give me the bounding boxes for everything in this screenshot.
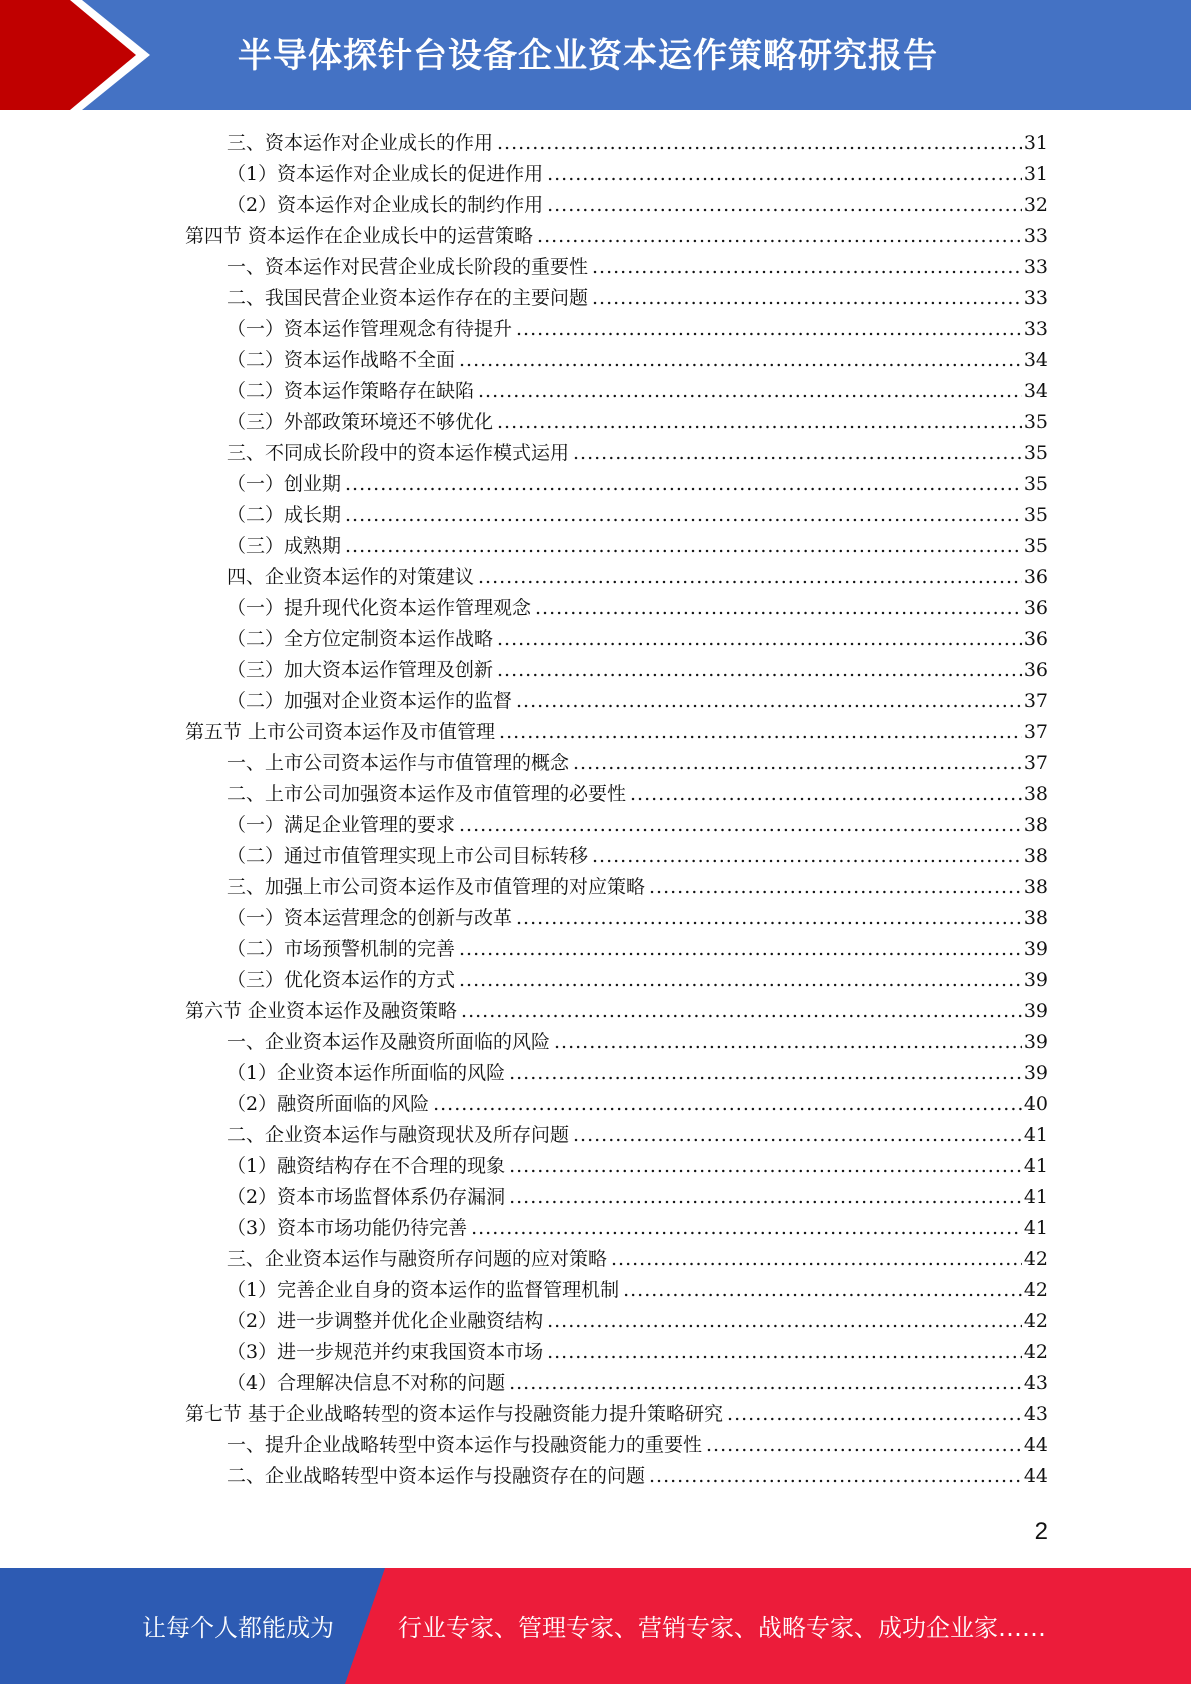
toc-entry[interactable] (227, 1306, 1048, 1337)
toc-entry-page: 36 (1023, 659, 1048, 681)
toc-entry[interactable] (185, 1399, 1048, 1430)
toc-dot-leader (499, 717, 1022, 748)
footer-banner (0, 1568, 1191, 1684)
toc-entry-title: 二、企业资本运作与融资现状及所存问题 (227, 1124, 570, 1146)
page-number: 2 (1034, 1518, 1048, 1545)
toc-entry-page: 36 (1023, 566, 1048, 588)
toc-entry[interactable] (227, 1368, 1048, 1399)
toc-entry-title: （二）全方位定制资本运作战略 (227, 628, 494, 650)
toc-entry-title: 二、企业战略转型中资本运作与投融资存在的问题 (227, 1465, 646, 1487)
toc-entry-page: 38 (1023, 814, 1048, 836)
toc-entry-page: 35 (1023, 411, 1048, 433)
toc-dot-leader (649, 1461, 1022, 1492)
toc-entry-page: 39 (1023, 1062, 1048, 1084)
toc-entry-page: 37 (1023, 721, 1048, 743)
toc-dot-leader (509, 1151, 1022, 1182)
toc-dot-leader (345, 469, 1022, 500)
toc-entry[interactable] (227, 252, 1048, 283)
toc-entry[interactable] (227, 965, 1048, 996)
toc-dot-leader (478, 376, 1022, 407)
toc-dot-leader (509, 1182, 1022, 1213)
toc-dot-leader (537, 221, 1022, 252)
toc-entry-page: 42 (1023, 1279, 1048, 1301)
toc-entry-page: 35 (1023, 535, 1048, 557)
toc-entry[interactable] (227, 128, 1048, 159)
toc-entry-page: 38 (1023, 783, 1048, 805)
toc-entry[interactable] (227, 1275, 1048, 1306)
toc-entry-title: （二）资本运作战略不全面 (227, 349, 456, 371)
toc-entry-page: 31 (1023, 163, 1048, 185)
toc-entry-title: （2）资本市场监督体系仍存漏洞 (227, 1186, 506, 1208)
toc-entry-title: （3）进一步规范并约束我国资本市场 (227, 1341, 544, 1363)
toc-entry-title: （2）融资所面临的风险 (227, 1093, 430, 1115)
toc-entry-title: （1）资本运作对企业成长的促进作用 (227, 163, 544, 185)
toc-entry[interactable] (227, 686, 1048, 717)
toc-entry-page: 39 (1023, 938, 1048, 960)
toc-entry-title: 一、企业资本运作及融资所面临的风险 (227, 1031, 551, 1053)
toc-entry-title: 第四节 资本运作在企业成长中的运营策略 (185, 225, 534, 247)
toc-entry-page: 38 (1023, 876, 1048, 898)
toc-dot-leader (459, 965, 1022, 996)
toc-entry-page: 41 (1023, 1155, 1048, 1177)
toc-entry-page: 41 (1023, 1124, 1048, 1146)
toc-entry[interactable] (227, 1461, 1048, 1492)
toc-entry-page: 35 (1023, 473, 1048, 495)
toc-entry[interactable] (227, 841, 1048, 872)
toc-entry-page: 39 (1023, 969, 1048, 991)
toc-entry-page: 39 (1023, 1000, 1048, 1022)
toc-entry[interactable] (227, 810, 1048, 841)
toc-entry-page: 42 (1023, 1248, 1048, 1270)
toc-dot-leader (535, 593, 1022, 624)
toc-entry[interactable] (227, 407, 1048, 438)
toc-entry[interactable] (227, 376, 1048, 407)
toc-entry[interactable] (227, 283, 1048, 314)
toc-dot-leader (573, 438, 1022, 469)
toc-entry-title: 四、企业资本运作的对策建议 (227, 566, 475, 588)
toc-entry-title: （一）资本运营理念的创新与改革 (227, 907, 513, 929)
toc-entry-title: （三）优化资本运作的方式 (227, 969, 456, 991)
toc-entry[interactable] (185, 221, 1048, 252)
toc-entry-title: （三）加大资本运作管理及创新 (227, 659, 494, 681)
toc-entry-title: （一）创业期 (227, 473, 342, 495)
toc-entry[interactable] (227, 1244, 1048, 1275)
toc-dot-leader (433, 1089, 1022, 1120)
toc-entry-page: 44 (1023, 1434, 1048, 1456)
toc-dot-leader (573, 748, 1022, 779)
toc-entry-title: 三、资本运作对企业成长的作用 (227, 132, 494, 154)
toc-entry-page: 38 (1023, 845, 1048, 867)
toc-entry-title: （三）成熟期 (227, 535, 342, 557)
toc-entry-title: （1）融资结构存在不合理的现象 (227, 1155, 506, 1177)
toc-entry-page: 43 (1023, 1372, 1048, 1394)
toc-entry[interactable] (227, 345, 1048, 376)
toc-entry-title: （2）资本运作对企业成长的制约作用 (227, 194, 544, 216)
toc-entry[interactable] (227, 438, 1048, 469)
toc-dot-leader (554, 1027, 1022, 1058)
toc-entry-title: 一、资本运作对民营企业成长阶段的重要性 (227, 256, 589, 278)
toc-entry-page: 36 (1023, 628, 1048, 650)
toc-entry-page: 33 (1023, 225, 1048, 247)
toc-dot-leader (727, 1399, 1022, 1430)
toc-entry-title: 三、不同成长阶段中的资本运作模式运用 (227, 442, 570, 464)
toc-entry[interactable] (227, 1337, 1048, 1368)
toc-entry[interactable] (227, 655, 1048, 686)
toc-entry-title: （二）资本运作策略存在缺陷 (227, 380, 475, 402)
toc-entry-title: （1）企业资本运作所面临的风险 (227, 1062, 506, 1084)
toc-entry[interactable] (227, 159, 1048, 190)
toc-dot-leader (459, 934, 1022, 965)
toc-dot-leader (592, 841, 1022, 872)
toc-dot-leader (516, 903, 1022, 934)
toc-entry[interactable] (227, 593, 1048, 624)
toc-entry[interactable] (227, 1027, 1048, 1058)
toc-dot-leader (611, 1244, 1022, 1275)
toc-entry-title: 第六节 企业资本运作及融资策略 (185, 1000, 458, 1022)
toc-dot-leader (630, 779, 1022, 810)
toc-dot-leader (547, 159, 1022, 190)
header-banner (0, 0, 1191, 110)
toc-dot-leader (649, 872, 1022, 903)
toc-entry[interactable] (227, 531, 1048, 562)
toc-entry[interactable] (227, 872, 1048, 903)
toc-dot-leader (592, 252, 1022, 283)
toc-entry-title: （一）提升现代化资本运作管理观念 (227, 597, 532, 619)
toc-entry[interactable] (227, 1058, 1048, 1089)
toc-dot-leader (509, 1058, 1022, 1089)
footer-slogan-left: 让每个人都能成为 (142, 1614, 334, 1642)
toc-entry-page: 42 (1023, 1310, 1048, 1332)
toc-entry-title: （二）市场预警机制的完善 (227, 938, 456, 960)
toc-entry[interactable] (227, 190, 1048, 221)
toc-dot-leader (497, 407, 1022, 438)
toc-dot-leader (497, 655, 1022, 686)
toc-entry-page: 35 (1023, 442, 1048, 464)
toc-entry-title: 二、上市公司加强资本运作及市值管理的必要性 (227, 783, 627, 805)
toc-dot-leader (459, 345, 1022, 376)
toc-dot-leader (592, 283, 1022, 314)
toc-dot-leader (345, 531, 1022, 562)
toc-entry[interactable] (227, 314, 1048, 345)
toc-dot-leader (478, 562, 1022, 593)
toc-entry-title: （二）通过市值管理实现上市公司目标转移 (227, 845, 589, 867)
toc-entry-title: （一）满足企业管理的要求 (227, 814, 456, 836)
toc-entry[interactable] (227, 1089, 1048, 1120)
toc-dot-leader (573, 1120, 1022, 1151)
toc-entry[interactable] (227, 1213, 1048, 1244)
toc-entry[interactable] (227, 748, 1048, 779)
toc-entry-page: 44 (1023, 1465, 1048, 1487)
toc-entry-title: 一、提升企业战略转型中资本运作与投融资能力的重要性 (227, 1434, 703, 1456)
toc-entry[interactable] (227, 1120, 1048, 1151)
toc-entry-title: （2）进一步调整并优化企业融资结构 (227, 1310, 544, 1332)
toc-entry-page: 37 (1023, 690, 1048, 712)
toc-entry-title: （4）合理解决信息不对称的问题 (227, 1372, 506, 1394)
toc-entry[interactable] (227, 934, 1048, 965)
toc-entry[interactable] (185, 717, 1048, 748)
toc-entry-page: 39 (1023, 1031, 1048, 1053)
chevron-arrow-icon (0, 0, 150, 110)
toc-dot-leader (516, 686, 1022, 717)
toc-dot-leader (345, 500, 1022, 531)
toc-dot-leader (706, 1430, 1022, 1461)
toc-entry-page: 33 (1023, 287, 1048, 309)
toc-entry-page: 35 (1023, 504, 1048, 526)
toc-entry[interactable] (227, 624, 1048, 655)
toc-entry[interactable] (227, 1182, 1048, 1213)
toc-entry-page: 33 (1023, 318, 1048, 340)
toc-dot-leader (459, 810, 1022, 841)
toc-entry[interactable] (227, 779, 1048, 810)
toc-dot-leader (516, 314, 1022, 345)
toc-dot-leader (497, 624, 1022, 655)
toc-entry-title: （二）加强对企业资本运作的监督 (227, 690, 513, 712)
toc-entry-title: （一）资本运作管理观念有待提升 (227, 318, 513, 340)
toc-entry[interactable] (227, 469, 1048, 500)
toc-entry-title: 二、我国民营企业资本运作存在的主要问题 (227, 287, 589, 309)
toc-entry-title: 一、上市公司资本运作与市值管理的概念 (227, 752, 570, 774)
toc-entry-page: 32 (1023, 194, 1048, 216)
toc-entry[interactable] (227, 903, 1048, 934)
toc-entry-page: 36 (1023, 597, 1048, 619)
toc-dot-leader (547, 1306, 1022, 1337)
toc-entry-title: 三、加强上市公司资本运作及市值管理的对应策略 (227, 876, 646, 898)
toc-entry-title: （二）成长期 (227, 504, 342, 526)
toc-entry-page: 42 (1023, 1341, 1048, 1363)
toc-entry[interactable] (227, 500, 1048, 531)
footer-slogan-right: 行业专家、管理专家、营销专家、战略专家、成功企业家…… (398, 1614, 1046, 1642)
toc-entry-title: （1）完善企业自身的资本运作的监督管理机制 (227, 1279, 620, 1301)
report-title: 半导体探针台设备企业资本运作策略研究报告 (238, 36, 938, 76)
toc-dot-leader (461, 996, 1022, 1027)
toc-entry-page: 31 (1023, 132, 1048, 154)
toc-entry-title: 第七节 基于企业战略转型的资本运作与投融资能力提升策略研究 (185, 1403, 724, 1425)
toc-entry-page: 41 (1023, 1217, 1048, 1239)
toc-entry-page: 34 (1023, 380, 1048, 402)
toc-dot-leader (547, 190, 1022, 221)
toc-entry-title: 三、企业资本运作与融资所存问题的应对策略 (227, 1248, 608, 1270)
toc-entry[interactable] (185, 996, 1048, 1027)
toc-dot-leader (547, 1337, 1022, 1368)
toc-dot-leader (623, 1275, 1022, 1306)
toc-entry-page: 40 (1023, 1093, 1048, 1115)
toc-entry-page: 37 (1023, 752, 1048, 774)
toc-entry[interactable] (227, 562, 1048, 593)
toc-entry[interactable] (227, 1430, 1048, 1461)
toc-entry-title: （三）外部政策环境还不够优化 (227, 411, 494, 433)
toc-entry[interactable] (227, 1151, 1048, 1182)
toc-entry-title: 第五节 上市公司资本运作及市值管理 (185, 721, 496, 743)
toc-entry-page: 33 (1023, 256, 1048, 278)
toc-entry-page: 41 (1023, 1186, 1048, 1208)
toc-dot-leader (471, 1213, 1022, 1244)
toc-entry-title: （3）资本市场功能仍待完善 (227, 1217, 468, 1239)
toc-entry-page: 38 (1023, 907, 1048, 929)
toc-entry-page: 34 (1023, 349, 1048, 371)
toc-entry-page: 43 (1023, 1403, 1048, 1425)
toc-dot-leader (509, 1368, 1022, 1399)
toc-dot-leader (497, 128, 1022, 159)
